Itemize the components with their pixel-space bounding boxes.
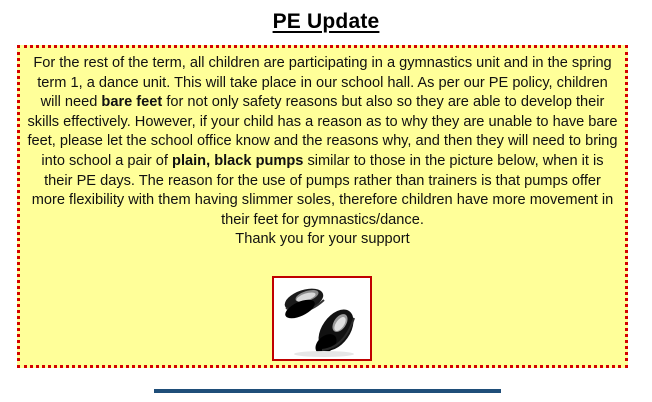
- black-pumps-emphasis: plain, black pumps: [172, 152, 304, 169]
- notice-text-part1: For the rest of the term, all children are participating in a gymnastics unit and in the spring term 1, a dance unit. This will take place in our school hall. As per our PE policy, children will need: [33, 55, 612, 111]
- bottom-divider: [154, 389, 501, 393]
- notice-text-part3: similar to those in the picture below, when it is their PE days. The reason for the use of pumps rather than trainers is that pumps offer more flexibility with them having slimmer soles, therefore children have more movement in their feet for gymnastics/dance.: [31, 152, 614, 228]
- thank-you-line: Thank you for your support: [235, 231, 410, 248]
- black-pumps-photo: [272, 276, 372, 361]
- bare-feet-emphasis: bare feet: [101, 94, 163, 111]
- page-title: PE Update: [272, 10, 380, 33]
- notice-panel: [17, 45, 628, 368]
- pumps-illustration: [274, 278, 370, 359]
- notice-text-part2: for not only safety reasons but also so they are able to develop their skills effectively. However, if your child has a reason as to why they are unable to have bare feet, please let the school office know and the reasons why, and then they will need to bring into school a pair of: [27, 94, 618, 169]
- notice-text: [26, 54, 619, 250]
